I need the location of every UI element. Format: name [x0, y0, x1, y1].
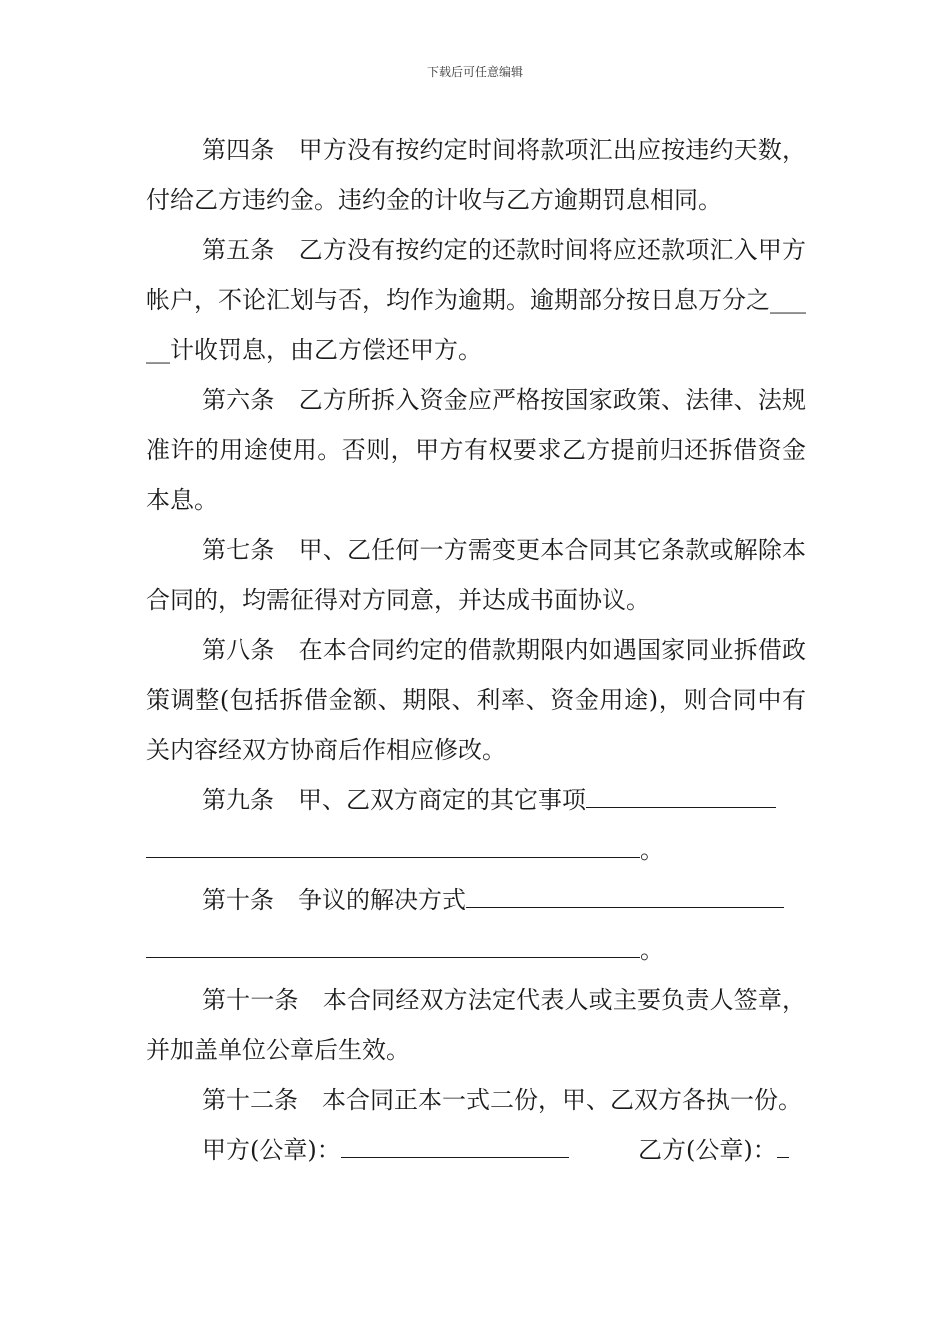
article-5-text-before: 第五条 乙方没有按约定的还款时间将应还款项汇入甲方帐户，不论汇划与否，均作为逾期。逾期部分按日息万分之 [146, 236, 806, 314]
article-5-text-after: 计收罚息，由乙方偿还甲方。 [170, 336, 482, 364]
article-10-label: 第十条 争议的解决方式 [202, 886, 466, 914]
article-5 [146, 225, 806, 375]
article-11: 第十一条 本合同经双方法定代表人或主要负责人签章，并加盖单位公章后生效。 [146, 986, 806, 1064]
article-9 [146, 775, 806, 875]
article-9-blank-2 [146, 827, 640, 858]
article-10-line1 [202, 875, 784, 925]
article-10 [146, 875, 806, 975]
article-9-line1 [202, 775, 776, 825]
article-8: 第八条 在本合同约定的借款期限内如遇国家同业拆借政策调整(包括拆借金额、期限、利率、资金用途)，则合同中有关内容经双方协商后作相应修改。 [146, 636, 806, 764]
article-4: 第四条 甲方没有按约定时间将款项汇出应按违约天数，付给乙方违约金。违约金的计收与乙方逾期罚息相同。 [146, 136, 806, 214]
party-a-label: 甲方(公章)： [202, 1136, 341, 1164]
article-9-end: 。 [640, 836, 664, 864]
signature-row [146, 1125, 806, 1175]
article-6: 第六条 乙方所拆入资金应严格按国家政策、法律、法规准许的用途使用。否则，甲方有权要求乙方提前归还拆借资金本息。 [146, 386, 806, 514]
article-9-blank-1 [586, 777, 776, 808]
party-b-seal-blank [777, 1127, 789, 1158]
article-9-label: 第九条 甲、乙双方商定的其它事项 [202, 786, 586, 814]
article-9-line2 [146, 825, 664, 875]
article-10-blank-1 [466, 877, 784, 908]
party-a-signature [202, 1125, 569, 1175]
article-10-line2 [146, 925, 664, 975]
article-5-rate-blank: _____ [146, 286, 806, 364]
article-7: 第七条 甲、乙任何一方需变更本合同其它条款或解除本合同的，均需征得对方同意，并达成书面协议。 [146, 536, 806, 614]
party-b-signature [638, 1125, 789, 1175]
party-b-label: 乙方(公章)： [638, 1136, 777, 1164]
page-header: 下载后可任意编辑 [426, 65, 523, 79]
contract-body [146, 125, 806, 1175]
article-12: 第十二条 本合同正本一式二份，甲、乙双方各执一份。 [202, 1086, 802, 1114]
article-10-blank-2 [146, 927, 640, 958]
party-a-seal-blank [341, 1127, 569, 1158]
article-10-end: 。 [640, 936, 664, 964]
